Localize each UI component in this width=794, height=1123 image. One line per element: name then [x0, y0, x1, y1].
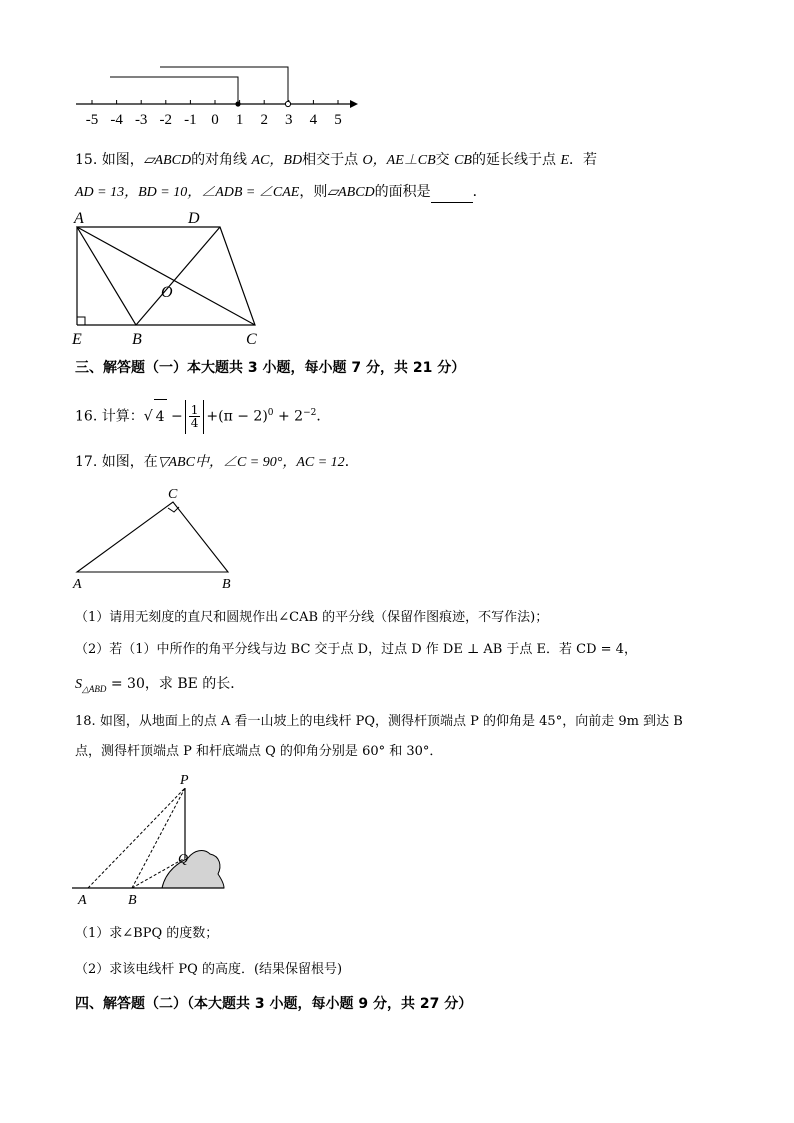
- q16-line: 16. 计算：√ 4 − $\frac{1}{4}$ $+(\pi - 2)^0 + 2^{-2}$．: [75, 396, 330, 434]
- solution-line-le-1: [110, 77, 238, 104]
- q17-line: 17. 如图，在▽ABC中，∠C = 90°，AC = 12．: [75, 454, 359, 470]
- label-e: E: [72, 331, 82, 348]
- label-d: D: [188, 210, 200, 227]
- number-line-arrow: [350, 100, 358, 108]
- closed-point: [235, 101, 240, 106]
- q15-line2: AD = 13，BD = 10，∠ADB = ∠CAE，则▱ABCD的面积是 ．: [75, 182, 487, 203]
- label-p: P: [180, 773, 189, 788]
- solution-line-lt-3: [160, 67, 288, 104]
- tick-label: 2: [260, 112, 268, 128]
- diagonal-ac: [77, 227, 255, 325]
- q18-part2: （2）求该电线杆 PQ 的高度．(结果保留根号): [75, 962, 343, 977]
- q15-number: 15.: [75, 152, 98, 168]
- q18-part1: （1）求∠BPQ 的度数；: [75, 926, 219, 941]
- triangle-abc: [77, 502, 228, 572]
- right-angle-mark-e: [77, 317, 85, 325]
- tick-label: -4: [110, 112, 123, 128]
- diagonal-bd: [136, 227, 220, 325]
- label-b: B: [132, 331, 142, 348]
- q15-line1: 15. 如图，▱ABCD的对角线 AC，BD相交于点 O，AE⊥CB交 CB的延长线于点 E．若: [75, 152, 597, 168]
- label-b: B: [128, 893, 137, 908]
- label-c: C: [168, 487, 178, 502]
- open-point: [285, 101, 290, 106]
- label-c: C: [246, 331, 257, 348]
- q17-triangle-figure: [70, 484, 245, 592]
- tick-label: -2: [159, 112, 173, 128]
- tick-label: 0: [211, 112, 219, 128]
- q15-parallelogram-figure: [70, 205, 270, 350]
- tick-label: 3: [285, 112, 293, 128]
- answer-blank: [431, 188, 473, 203]
- tick-label: -5: [85, 112, 99, 128]
- q17-part2: （2）若（1）中所作的角平分线与边 BC 交于点 D，过点 D 作 DE ⊥ AB 于点 E．若 CD = 4，: [75, 642, 637, 657]
- label-a: A: [73, 577, 82, 592]
- label-b: B: [222, 577, 231, 592]
- label-o: O: [161, 284, 173, 301]
- section3-heading: 三、解答题（一）本大题共 3 小题，每小题 7 分，共 21 分）: [75, 360, 466, 376]
- section4-heading: 四、解答题（二）（本大题共 3 小题，每小题 9 分，共 27 分）: [75, 996, 473, 1012]
- tick-label: 1: [235, 112, 244, 128]
- q17-part3: $S_{\triangle ABD} = 30$，求 BE 的长．: [75, 676, 245, 694]
- q17-part1: （1）请用无刻度的直尺和圆规作出∠CAB 的平分线（保留作图痕迹，不写作法)；: [75, 610, 549, 625]
- tick-label: 4: [309, 112, 318, 128]
- tick-label: -1: [184, 112, 197, 128]
- tick-label: -3: [134, 112, 148, 128]
- label-a: A: [74, 210, 84, 227]
- q18-line1: 18. 如图，从地面上的点 A 看一山坡上的电线杆 PQ，测得杆顶端点 P 的仰角是 45°，向前走 9m 到达 B: [75, 714, 683, 729]
- q18-line2: 点，测得杆顶端点 P 和杆底端点 Q 的仰角分别是 60° 和 30°．: [75, 744, 443, 759]
- abs-value: $\frac{1}{4}$: [185, 400, 205, 434]
- label-q: Q: [178, 852, 189, 867]
- number-line-figure: [70, 60, 360, 128]
- hill-slope: [162, 851, 224, 888]
- q18-pole-figure: [70, 770, 230, 910]
- tick-label: 5: [334, 112, 342, 128]
- label-a: A: [78, 893, 87, 908]
